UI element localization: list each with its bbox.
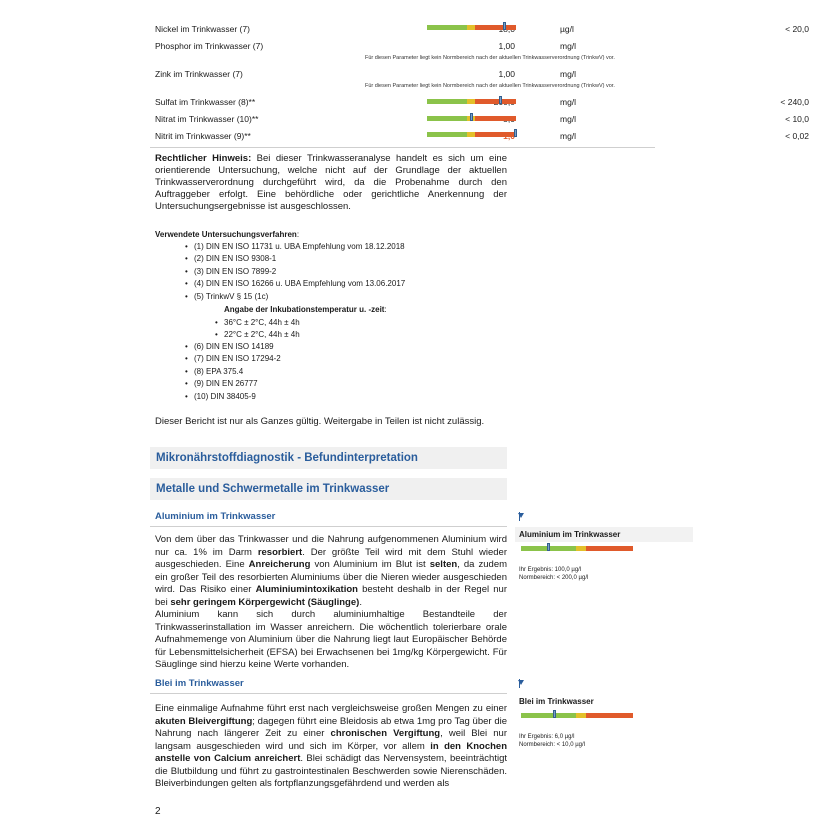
param-limit: < 240,0 [780, 97, 809, 107]
param-value: 1,00 [498, 69, 515, 79]
param-note: Für diesen Parameter liegt kein Normbereich nach der aktuellen Trinkwasserverordnung (TrinkwV) vor. [365, 83, 615, 89]
legal-notice [155, 153, 507, 213]
divider [150, 693, 507, 694]
range-marker-sulfat [499, 96, 502, 104]
param-unit: mg/l [560, 114, 577, 124]
list-item: • (5) TrinkwV § 15 (1c) [185, 291, 405, 303]
tick-line [519, 512, 520, 521]
param-row-phosphor [155, 41, 655, 55]
param-unit: mg/l [560, 69, 577, 79]
param-name: Nickel im Trinkwasser (7) [155, 24, 250, 34]
blei-text: Eine einmalige Aufnahme führt erst nach vergleichsweise großen Mengen zu einer akuten Bleivergiftung; dagegen führt eine Bleidosis ab etwa 1mg pro Tag über die Nahrung nach längerer Zeit zu einer chronischen Vergiftung, weil Blei nur langsam ausgeschieden wird und sich im Körper, vor allem in den Knochen anstelle von Calcium anreichert. Blei schädigt das Nervensystem, beeinträchtigt die Blutbildung und führt zu gastrointestinalen Beschwerden sowie Nierenschäden. Bleiverbindungen gelten als fortpflanzungsgefährdend und werden als [155, 703, 508, 789]
section-heading-befund: Mikronährstoffdiagnostik - Befundinterpretation [150, 447, 507, 469]
param-unit: µg/l [560, 24, 574, 34]
result-box-title: Blei im Trinkwasser [515, 694, 693, 709]
list-item: • 36°C ± 2°C, 44h ± 4h [215, 317, 300, 329]
range-marker-nitrit [514, 129, 517, 137]
param-unit: mg/l [560, 41, 577, 51]
result-marker [547, 543, 550, 551]
param-limit: < 20,0 [785, 24, 809, 34]
range-bar-nitrit [427, 132, 516, 137]
subheading-blei: Blei im Trinkwasser [155, 678, 244, 689]
range-bar-sulfat [427, 99, 516, 104]
range-marker-nickel [503, 22, 506, 30]
param-row-nitrat [155, 114, 809, 128]
list-item: • (4) DIN EN ISO 16266 u. UBA Empfehlung vom 13.06.2017 [185, 278, 405, 290]
subheading-aluminium: Aluminium im Trinkwasser [155, 511, 276, 522]
param-row-sulfat [155, 97, 809, 111]
divider [150, 147, 655, 148]
param-limit: < 10,0 [785, 114, 809, 124]
param-name: Zink im Trinkwasser (7) [155, 69, 243, 79]
param-value: 1,00 [498, 41, 515, 51]
incubation-list [215, 317, 300, 342]
param-note: Für diesen Parameter liegt kein Normbereich nach der aktuellen Trinkwasserverordnung (TrinkwV) vor. [365, 55, 615, 61]
param-name: Nitrat im Trinkwasser (10)** [155, 114, 259, 124]
result-bar [515, 709, 693, 723]
result-box-aluminium [515, 527, 693, 582]
list-item: • (7) DIN EN ISO 17294-2 [185, 353, 281, 365]
divider [150, 526, 507, 527]
result-value: Ihr Ergebnis: 6,0 µg/l [519, 734, 575, 740]
legal-text: Bei dieser Trinkwasseranalyse handelt es sich um eine orientierende Untersuchung, welche nicht auf der Grundlage der aktuellen Trinkwasserverordnung durchgeführt wird, da die Probenahme durch den Auftraggeber erfolgt. Eine behördliche oder gerichtliche Anerkennung der Untersuchungsergebnisse ist ausgeschlossen. [155, 153, 507, 212]
param-row-nitrit [155, 131, 809, 145]
tick-line [519, 679, 520, 688]
list-item: • (2) DIN EN ISO 9308-1 [185, 253, 405, 265]
legal-label: Rechtlicher Hinweis: [155, 153, 252, 164]
list-item: • (3) DIN EN ISO 7899-2 [185, 266, 405, 278]
param-unit: mg/l [560, 131, 577, 141]
list-item: • (9) DIN EN 26777 [185, 378, 281, 390]
list-item: • 22°C ± 2°C, 44h ± 4h [215, 329, 300, 341]
param-row-nickel [155, 24, 809, 38]
result-marker [553, 710, 556, 718]
param-name: Phosphor im Trinkwasser (7) [155, 41, 264, 51]
result-norm: Normbereich: < 10,0 µg/l [519, 742, 585, 748]
result-box-title: Aluminium im Trinkwasser [515, 527, 693, 542]
param-unit: mg/l [560, 97, 577, 107]
list-item: • (8) EPA 375.4 [185, 366, 281, 378]
result-bar [515, 542, 693, 556]
methods-list-a [185, 241, 405, 303]
result-box-blei [515, 694, 693, 749]
incubation-title: Angabe der Inkubationstemperatur u. -zeit: [224, 305, 387, 314]
param-name: Sulfat im Trinkwasser (8)** [155, 97, 256, 107]
result-norm: Normbereich: < 200,0 µg/l [519, 575, 589, 581]
list-item: • (1) DIN EN ISO 11731 u. UBA Empfehlung vom 18.12.2018 [185, 241, 405, 253]
param-name: Nitrit im Trinkwasser (9)** [155, 131, 251, 141]
list-item: • (10) DIN 38405-9 [185, 391, 281, 403]
methods-list-b [185, 341, 281, 403]
list-item: • (6) DIN EN ISO 14189 [185, 341, 281, 353]
range-marker-nitrat [470, 113, 473, 121]
page-number: 2 [155, 806, 161, 817]
param-limit: < 0,02 [785, 131, 809, 141]
section-heading-metalle: Metalle und Schwermetalle im Trinkwasser [150, 478, 507, 500]
param-row-zink [155, 69, 655, 83]
aluminium-text: Von dem über das Trinkwasser und die Nahrung aufgenommenen Aluminium wird nur ca. 1% im Darm resorbiert. Der größte Teil wird mit dem Stuhl wieder ausgeschieden. Eine Anreicherung von Aluminium im Blut ist selten, da zudem ein großer Teil des resorbierten Aluminiums über die Nieren wieder ausgeschieden wird. Das Risiko einer Aluminiumintoxikation besteht deshalb in der Regel nur bei sehr geringem Körpergewicht (Säuglinge). Aluminium kann sich durch aluminiumhaltige Bestandteile der Trinkwasserinstallation im Wasser anreichern. Die wöchentlich tolerierbare orale Aufnahmemenge von Aluminium über die Nahrung liegt laut Europäischer Behörde für Lebensmittelsicherheit (EFSA) bei Erwachsenen bei 1mg/kg Körpergewicht. Für Säuglinge sind hierzu keine Werte vorhanden. [155, 534, 508, 670]
report-note: Dieser Bericht ist nur als Ganzes gültig. Weitergabe in Teilen ist nicht zulässig. [155, 416, 485, 427]
methods-title: Verwendete Untersuchungsverfahren: [155, 230, 300, 239]
result-value: Ihr Ergebnis: 100,0 µg/l [519, 567, 582, 573]
